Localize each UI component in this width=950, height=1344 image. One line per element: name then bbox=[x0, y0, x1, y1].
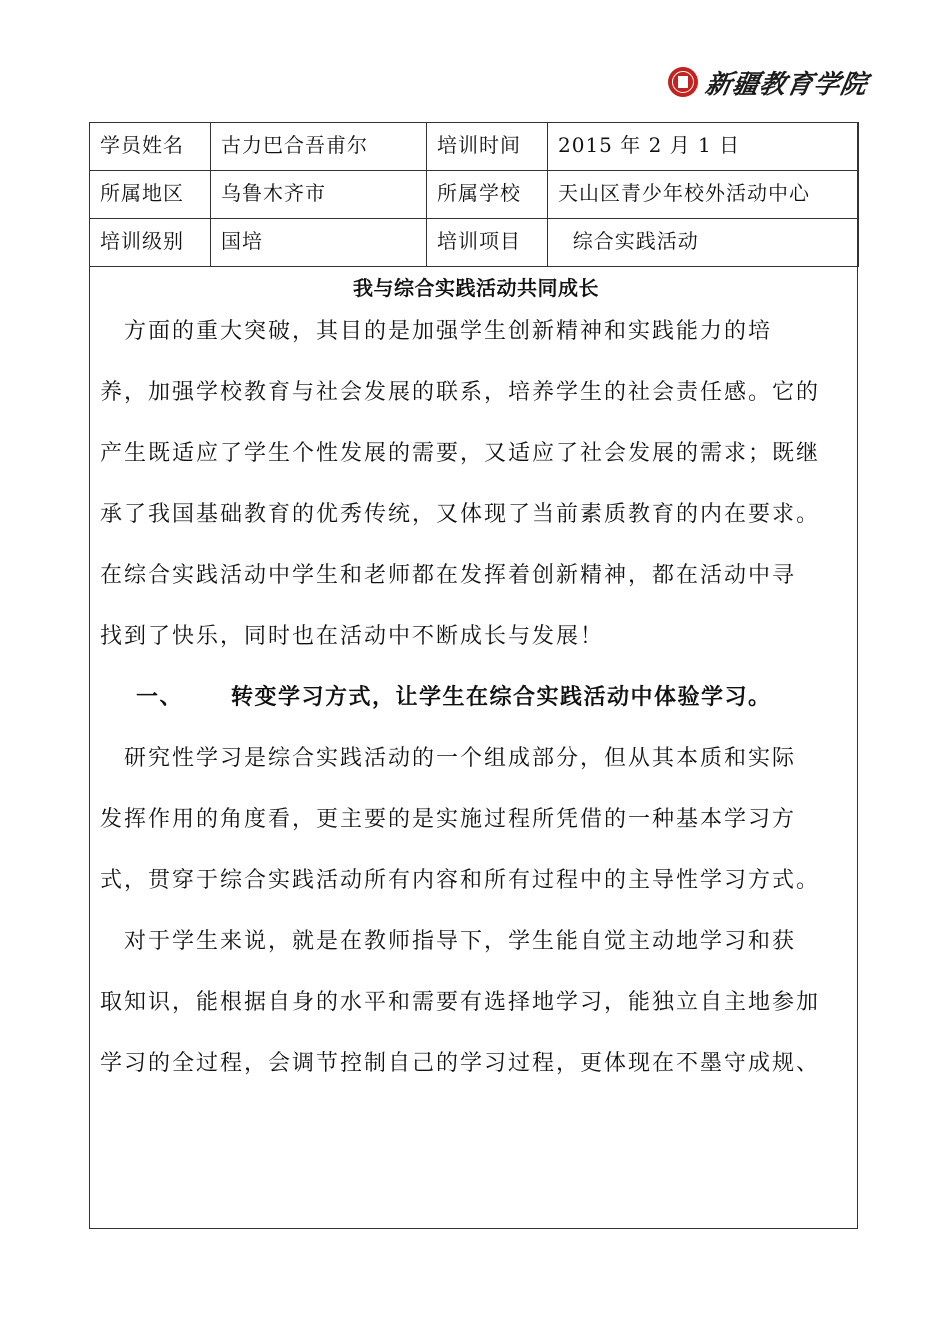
section-heading-text: 转变学习方式，让学生在综合实践活动中体验学习。 bbox=[231, 685, 772, 710]
label-training-project: 培训项目 bbox=[427, 219, 548, 267]
section-heading bbox=[100, 667, 852, 728]
text-line: 取知识，能根据自身的水平和需要有选择地学习，能独立自主地参加 bbox=[100, 990, 821, 1015]
table-row bbox=[90, 171, 859, 219]
table-row bbox=[90, 123, 859, 171]
text-line: 式，贯穿于综合实践活动所有内容和所有过程中的主导性学习方式。 bbox=[100, 868, 821, 893]
section-number: 一、 bbox=[136, 685, 184, 710]
paragraph-students bbox=[100, 911, 852, 1094]
label-school: 所属学校 bbox=[427, 171, 548, 219]
label-training-time: 培训时间 bbox=[427, 123, 548, 171]
text-line: 对于学生来说，就是在教师指导下，学生能自觉主动地学习和获 bbox=[100, 929, 797, 954]
text-line: 发挥作用的角度看，更主要的是实施过程所凭借的一种基本学习方 bbox=[100, 807, 797, 832]
value-school: 天山区青少年校外活动中心 bbox=[548, 171, 859, 219]
label-training-level: 培训级别 bbox=[90, 219, 211, 267]
text-line: 方面的重大突破，其目的是加强学生创新精神和实践能力的培 bbox=[100, 319, 773, 344]
table-row bbox=[90, 219, 859, 267]
paragraph-intro bbox=[100, 301, 852, 667]
value-training-project: 综合实践活动 bbox=[548, 219, 859, 267]
text-line: 承了我国基础教育的优秀传统，又体现了当前素质教育的内在要求。 bbox=[100, 502, 821, 527]
paragraph-research bbox=[100, 728, 852, 911]
label-name: 学员姓名 bbox=[90, 123, 211, 171]
text-line: 在综合实践活动中学生和老师都在发挥着创新精神，都在活动中寻 bbox=[100, 563, 797, 588]
value-training-level: 国培 bbox=[211, 219, 427, 267]
text-line: 养，加强学校教育与社会发展的联系，培养学生的社会责任感。它的 bbox=[100, 380, 821, 405]
label-region: 所属地区 bbox=[90, 171, 211, 219]
text-line: 研究性学习是综合实践活动的一个组成部分，但从其本质和实际 bbox=[100, 746, 797, 771]
essay-title: 我与综合实践活动共同成长 bbox=[353, 276, 599, 300]
school-logo bbox=[668, 64, 888, 100]
value-training-time: 2015 年 2 月 1 日 bbox=[548, 123, 859, 171]
text-line: 学习的全过程，会调节控制自己的学习过程，更体现在不墨守成规、 bbox=[100, 1051, 821, 1076]
essay-body bbox=[100, 276, 852, 1094]
text-line: 找到了快乐，同时也在活动中不断成长与发展！ bbox=[100, 624, 605, 649]
value-name: 古力巴合吾甫尔 bbox=[211, 123, 427, 171]
value-region: 乌鲁木齐市 bbox=[211, 171, 427, 219]
trainee-info-table bbox=[89, 122, 859, 267]
school-seal-icon bbox=[668, 67, 698, 97]
text-line: 产生既适应了学生个性发展的需要，又适应了社会发展的需求；既继 bbox=[100, 441, 821, 466]
school-name-logo: 新疆教育学院 bbox=[702, 69, 871, 100]
